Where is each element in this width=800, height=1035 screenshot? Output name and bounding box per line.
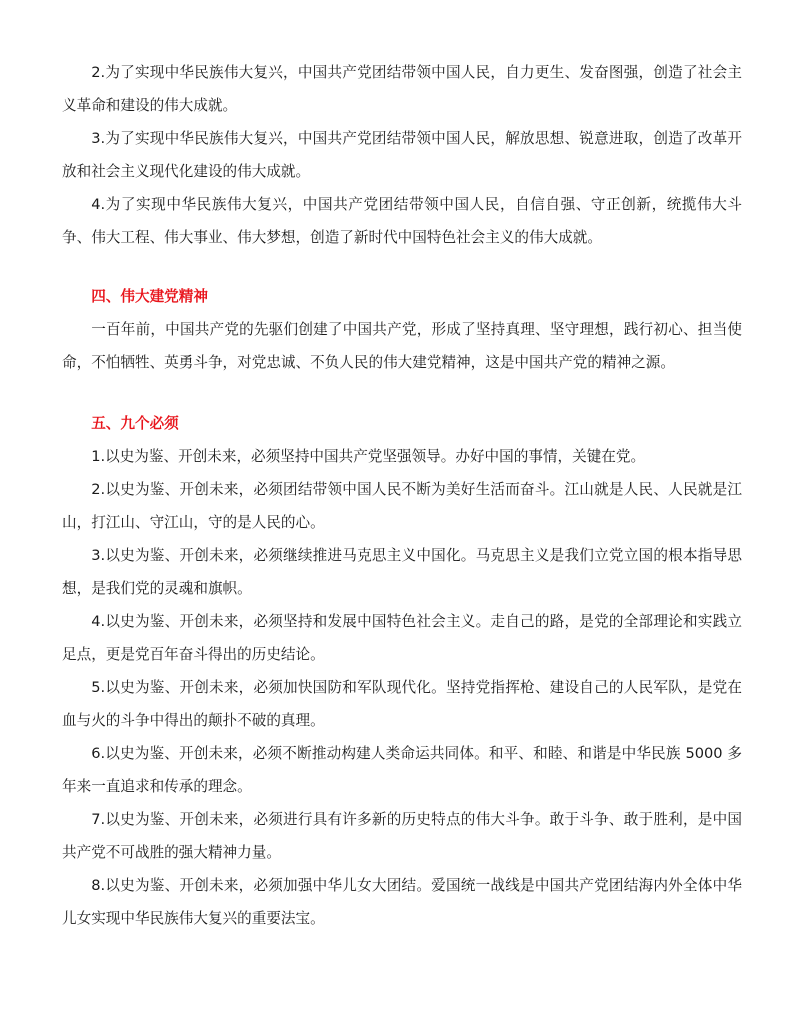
section5-item-6: 6.以史为鉴、开创未来，必须不断推动构建人类命运共同体。和平、和睦、和谐是中华民族 5000 多年来一直追求和传承的理念。 [62,745,742,795]
section5-item-2: 2.以史为鉴、开创未来，必须团结带领中国人民不断为美好生活而奋斗。江山就是人民、人民就是江山，打江山、守江山，守的是人民的心。 [62,481,742,531]
spacer [62,379,742,407]
section5-item-7: 7.以史为鉴、开创未来，必须进行具有许多新的历史特点的伟大斗争。敢于斗争、敢于胜利，是中国共产党不可战胜的强大精神力量。 [62,811,742,861]
document-page [62,56,742,935]
section5-item-5: 5.以史为鉴、开创未来，必须加快国防和军队现代化。坚持党指挥枪、建设自己的人民军队，是党在血与火的斗争中得出的颠扑不破的真理。 [62,679,742,729]
section5-item-1: 1.以史为鉴、开创未来，必须坚持中国共产党坚强领导。办好中国的事情，关键在党。 [91,448,646,465]
section3-item-3: 3.为了实现中华民族伟大复兴，中国共产党团结带领中国人民，解放思想、锐意进取，创造了改革开放和社会主义现代化建设的伟大成就。 [62,130,742,180]
section5-heading: 五、九个必须 [91,415,179,432]
section4-heading: 四、伟大建党精神 [91,288,208,305]
section5-item-3: 3.以史为鉴、开创未来，必须继续推进马克思主义中国化。马克思主义是我们立党立国的根本指导思想，是我们党的灵魂和旗帜。 [62,547,742,597]
section3-item-2: 2.为了实现中华民族伟大复兴，中国共产党团结带领中国人民，自力更生、发奋图强，创造了社会主义革命和建设的伟大成就。 [62,64,742,114]
spacer [62,254,742,280]
section5-item-8: 8.以史为鉴、开创未来，必须加强中华儿女大团结。爱国统一战线是中国共产党团结海内外全体中华儿女实现中华民族伟大复兴的重要法宝。 [62,877,742,927]
section5-item-4: 4.以史为鉴、开创未来，必须坚持和发展中国特色社会主义。走自己的路，是党的全部理论和实践立足点，更是党百年奋斗得出的历史结论。 [62,613,742,663]
section3-item-4: 4.为了实现中华民族伟大复兴，中国共产党团结带领中国人民，自信自强、守正创新，统揽伟大斗争、伟大工程、伟大事业、伟大梦想，创造了新时代中国特色社会主义的伟大成就。 [62,196,742,246]
section4-body: 一百年前，中国共产党的先驱们创建了中国共产党，形成了坚持真理、坚守理想，践行初心、担当使命，不怕牺牲、英勇斗争，对党忠诚、不负人民的伟大建党精神，这是中国共产党的精神之源。 [62,321,742,371]
